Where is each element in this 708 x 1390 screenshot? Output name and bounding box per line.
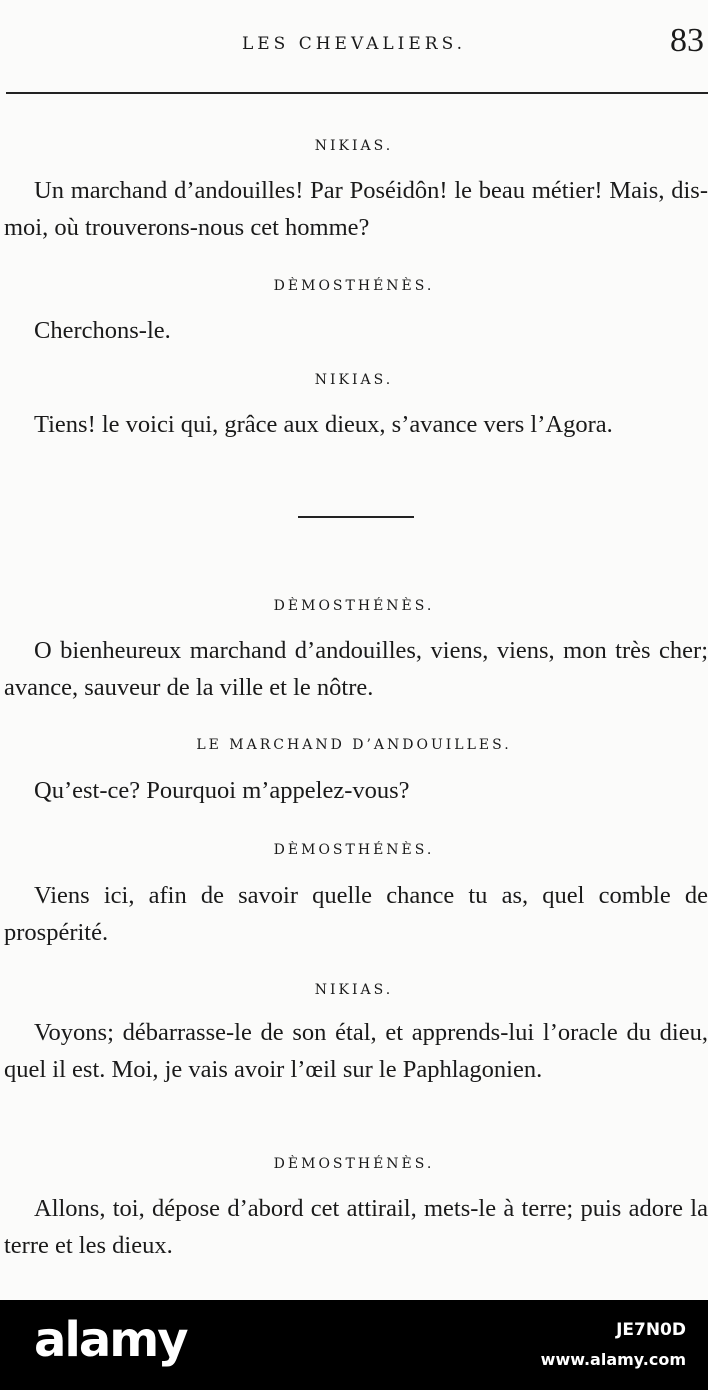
speaker-name: NIKIAS. (314, 138, 394, 154)
section-divider (298, 516, 414, 518)
header-rule (6, 92, 708, 94)
page-number: 83 (670, 22, 704, 59)
speech-text: Tiens! le voici qui, grâce aux dieux, s’avance vers l’Agora. (34, 411, 613, 438)
speaker-name: NIKIAS. (314, 372, 394, 388)
speaker-name: LE MARCHAND D’ANDOUILLES. (196, 737, 512, 753)
watermark-image-id: JE7N0D (616, 1320, 686, 1340)
speech-text: Viens ici, afin de savoir quelle chance tu as, quel comble de prospérité. (4, 882, 708, 946)
speech-text: Allons, toi, dépose d’abord cet attirail, mets-le à terre; puis adore la terre et les dieux. (4, 1195, 708, 1259)
running-title: LES CHEVALIERS. (241, 34, 467, 54)
speaker-name: DÈMOSTHÉNÈS. (273, 598, 435, 614)
speech-text: Voyons; débarrasse-le de son étal, et apprends-lui l’oracle du dieu, quel il est. Moi, je vais avoir l’œil sur le Paphlagonien. (4, 1019, 708, 1083)
watermark-site: www.alamy.com (540, 1350, 686, 1369)
speech-text: Qu’est-ce? Pourquoi m’appelez-vous? (34, 777, 410, 804)
speech-text: O bienheureux marchand d’andouilles, viens, viens, mon très cher; avance, sauveur de la ville et le nôtre. (4, 637, 708, 701)
speaker-name: NIKIAS. (314, 982, 394, 998)
speaker-name: DÈMOSTHÉNÈS. (273, 842, 435, 858)
speech-text: Un marchand d’andouilles! Par Poséidôn! le beau métier! Mais, dis-moi, où trouverons-nous cet homme? (4, 177, 708, 241)
watermark-banner (0, 1300, 708, 1390)
watermark-logo: alamy (34, 1312, 187, 1368)
speaker-name: DÈMOSTHÉNÈS. (273, 278, 435, 294)
speech-text: Cherchons-le. (34, 317, 171, 344)
speaker-name: DÈMOSTHÉNÈS. (273, 1156, 435, 1172)
